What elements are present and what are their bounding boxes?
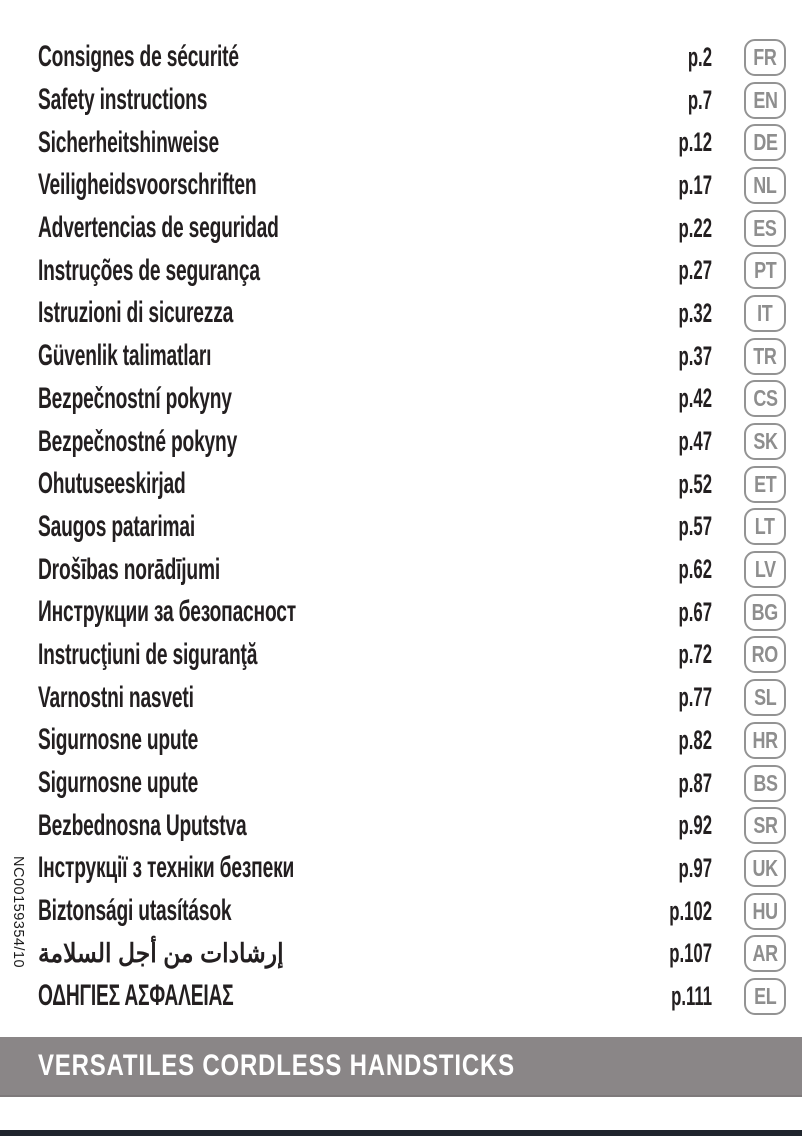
toc-item-title: Consignes de sécurité [38,40,239,74]
toc-item-page-cell [632,981,712,1012]
language-badge [744,679,786,716]
toc-item-page-cell [632,213,712,244]
toc-item-page-number: p.111 [671,980,712,1011]
toc-item-page-cell [632,639,712,670]
product-banner [0,1037,802,1097]
toc-item-page-cell [632,255,712,286]
language-badge [744,252,786,289]
toc-item-page-number: p.32 [678,297,712,328]
toc-item-page-number: p.62 [678,554,712,585]
footer-bar [0,1130,802,1136]
language-badge-label: ET [753,470,777,497]
toc-item-page-cell [632,597,712,628]
language-badge-label: SK [752,428,778,455]
language-badge [744,807,786,844]
toc-item-title: Инструкции за безопасност [38,595,296,629]
toc-item-title: Sicherheitshinweise [38,125,219,159]
toc-item-title-cell [38,168,632,202]
toc-item-title-cell [38,979,632,1013]
toc-row [38,676,786,719]
toc-item-title: Bezpečnostné pokyny [38,424,238,458]
language-badge-label: IT [757,299,773,326]
language-badge-label: SL [753,684,777,711]
language-badge-label: NL [753,171,777,198]
toc-item-title: Bezpečnostní pokyny [38,381,232,415]
language-badge [744,423,786,460]
language-badge [744,167,786,204]
toc-row [38,79,786,122]
toc-item-title-cell [38,809,632,843]
toc-item-title-cell [38,254,632,288]
language-badge [744,636,786,673]
toc-item-page-number: p.37 [678,340,712,371]
language-badge [744,39,786,76]
toc-item-title: Advertencias de seguridad [38,211,279,245]
language-badge-label: DE [752,129,778,156]
toc-row [38,249,786,292]
toc-item-title: Sigurnosne upute [38,766,199,800]
toc-item-title: Instrucţiuni de siguranţă [38,637,258,671]
toc-item-page-number: p.17 [678,169,712,200]
toc-item-page-cell [632,469,712,500]
toc-item-title-cell [38,425,632,459]
toc-item-page-cell [632,298,712,329]
toc-row [38,719,786,762]
toc-item-page-cell [632,938,712,969]
toc-item-title: Istruzioni di sicurezza [38,296,234,330]
language-badge [744,466,786,503]
language-badge [744,765,786,802]
toc-item-page-number: p.102 [669,895,712,926]
toc-item-title-cell [38,510,632,544]
language-badge-label: BG [751,598,779,625]
toc-item-page-cell [632,426,712,457]
toc-row [38,292,786,335]
language-badge [744,380,786,417]
toc-row [38,932,786,975]
toc-item-title: ΟΔΗΓΙΕΣ ΑΣΦΑΛΕΙΑΣ [38,979,234,1013]
language-badge-label: LT [755,513,775,540]
reference-code: NC00159354/10 [10,856,26,969]
toc-row [38,548,786,591]
toc-item-page-number: p.87 [678,767,712,798]
language-badge [744,978,786,1015]
toc-row [38,378,786,421]
language-badge-label: PT [753,257,777,284]
toc-item-page-number: p.67 [678,596,712,627]
toc-row [38,591,786,634]
toc-item-title: Інструкції з техніки безпеки [38,851,295,885]
toc-item-title-cell [38,40,632,74]
toc-item-title-cell [38,681,632,715]
toc-row [38,463,786,506]
language-badge [744,210,786,247]
language-badge [744,935,786,972]
toc-item-title-cell [38,467,632,501]
language-badge-label: FR [753,43,777,70]
toc-item-page-cell [632,511,712,542]
language-badge [744,338,786,375]
toc-item-page-number: p.7 [687,84,712,115]
language-badge [744,594,786,631]
language-badge-label: AR [752,940,778,967]
toc-item-page-number: p.47 [678,426,712,457]
toc-item-title-cell [38,723,632,757]
toc-item-title: Veiligheidsvoorschriften [38,168,257,202]
toc-row [38,121,786,164]
toc-item-page-cell [632,170,712,201]
toc-item-page-cell [632,127,712,158]
toc-item-title: Biztonsági utasítások [38,894,232,928]
toc-item-page-cell [632,853,712,884]
language-badge-label: TR [753,342,777,369]
toc-item-page-cell [632,896,712,927]
toc-item-title: Sigurnosne upute [38,723,199,757]
language-badge [744,722,786,759]
toc-row [38,420,786,463]
toc-item-title-cell [38,595,632,629]
toc-row [38,762,786,805]
toc-item-title-cell [38,894,632,928]
toc-item-title-cell [38,766,632,800]
toc-item-page-cell [632,682,712,713]
language-badge-label: BS [752,769,778,796]
toc-list [38,36,786,1018]
toc-item-title: Saugos patarimai [38,509,195,543]
toc-row [38,207,786,250]
language-badge [744,893,786,930]
language-badge-label: RO [751,641,779,668]
toc-item-page-number: p.57 [678,511,712,542]
language-badge-label: HU [752,897,778,924]
language-badge-label: HR [752,726,778,753]
toc-row [38,164,786,207]
toc-item-page-number: p.92 [678,810,712,841]
language-badge-label: ES [753,214,777,241]
toc-item-title-cell [38,553,632,587]
toc-item-title: Güvenlik talimatları [38,339,212,373]
toc-row [38,36,786,79]
toc-item-page-number: p.52 [678,468,712,499]
toc-item-title: Bezbednosna Uputstva [38,808,247,842]
toc-item-page-cell [632,383,712,414]
toc-item-title: إرشادات من أجل السلامة [38,938,284,969]
toc-item-title-cell [38,126,632,160]
toc-item-title-cell [38,851,632,885]
toc-item-title-cell [38,339,632,373]
toc-row [38,975,786,1018]
language-badge [744,508,786,545]
toc-item-page-number: p.77 [678,682,712,713]
toc-item-title: Safety instructions [38,83,208,117]
language-badge [744,295,786,332]
toc-item-page-number: p.12 [678,127,712,158]
language-badge-label: LV [754,556,776,583]
toc-item-page-cell [632,768,712,799]
toc-item-title-cell [38,938,632,969]
toc-item-title: Drošības norādījumi [38,552,220,586]
toc-item-page-number: p.27 [678,255,712,286]
toc-item-page-number: p.97 [678,852,712,883]
toc-item-title: Ohutuseeskirjad [38,467,186,501]
toc-item-title-cell [38,83,632,117]
toc-item-title: Instruções de segurança [38,253,260,287]
toc-item-page-number: p.2 [687,41,712,72]
toc-item-page-cell [632,341,712,372]
toc-item-page-number: p.72 [678,639,712,670]
toc-item-title-cell [38,638,632,672]
toc-item-title-cell [38,382,632,416]
toc-item-title-cell [38,296,632,330]
toc-item-page-cell [632,810,712,841]
language-badge [744,551,786,588]
language-badge [744,124,786,161]
toc-item-title: Varnostni nasveti [38,680,194,714]
toc-item-page-number: p.82 [678,724,712,755]
toc-row [38,634,786,677]
language-badge [744,82,786,119]
toc-item-title-cell [38,211,632,245]
toc-row [38,506,786,549]
language-badge-label: SR [752,812,778,839]
language-badge-label: UK [752,854,778,881]
language-badge-label: CS [752,385,778,412]
toc-item-page-number: p.107 [669,938,712,969]
language-badge-label: EL [753,982,777,1009]
toc-item-page-cell [632,554,712,585]
toc-row [38,804,786,847]
toc-item-page-cell [632,85,712,116]
toc-item-page-cell [632,42,712,73]
product-banner-title: VERSATILES CORDLESS HANDSTICKS [38,1049,515,1082]
language-badge-label: EN [752,86,778,113]
toc-row [38,847,786,890]
toc-row [38,890,786,933]
toc-row [38,335,786,378]
toc-item-page-cell [632,725,712,756]
language-badge [744,850,786,887]
toc-item-page-number: p.42 [678,383,712,414]
toc-item-page-number: p.22 [678,212,712,243]
